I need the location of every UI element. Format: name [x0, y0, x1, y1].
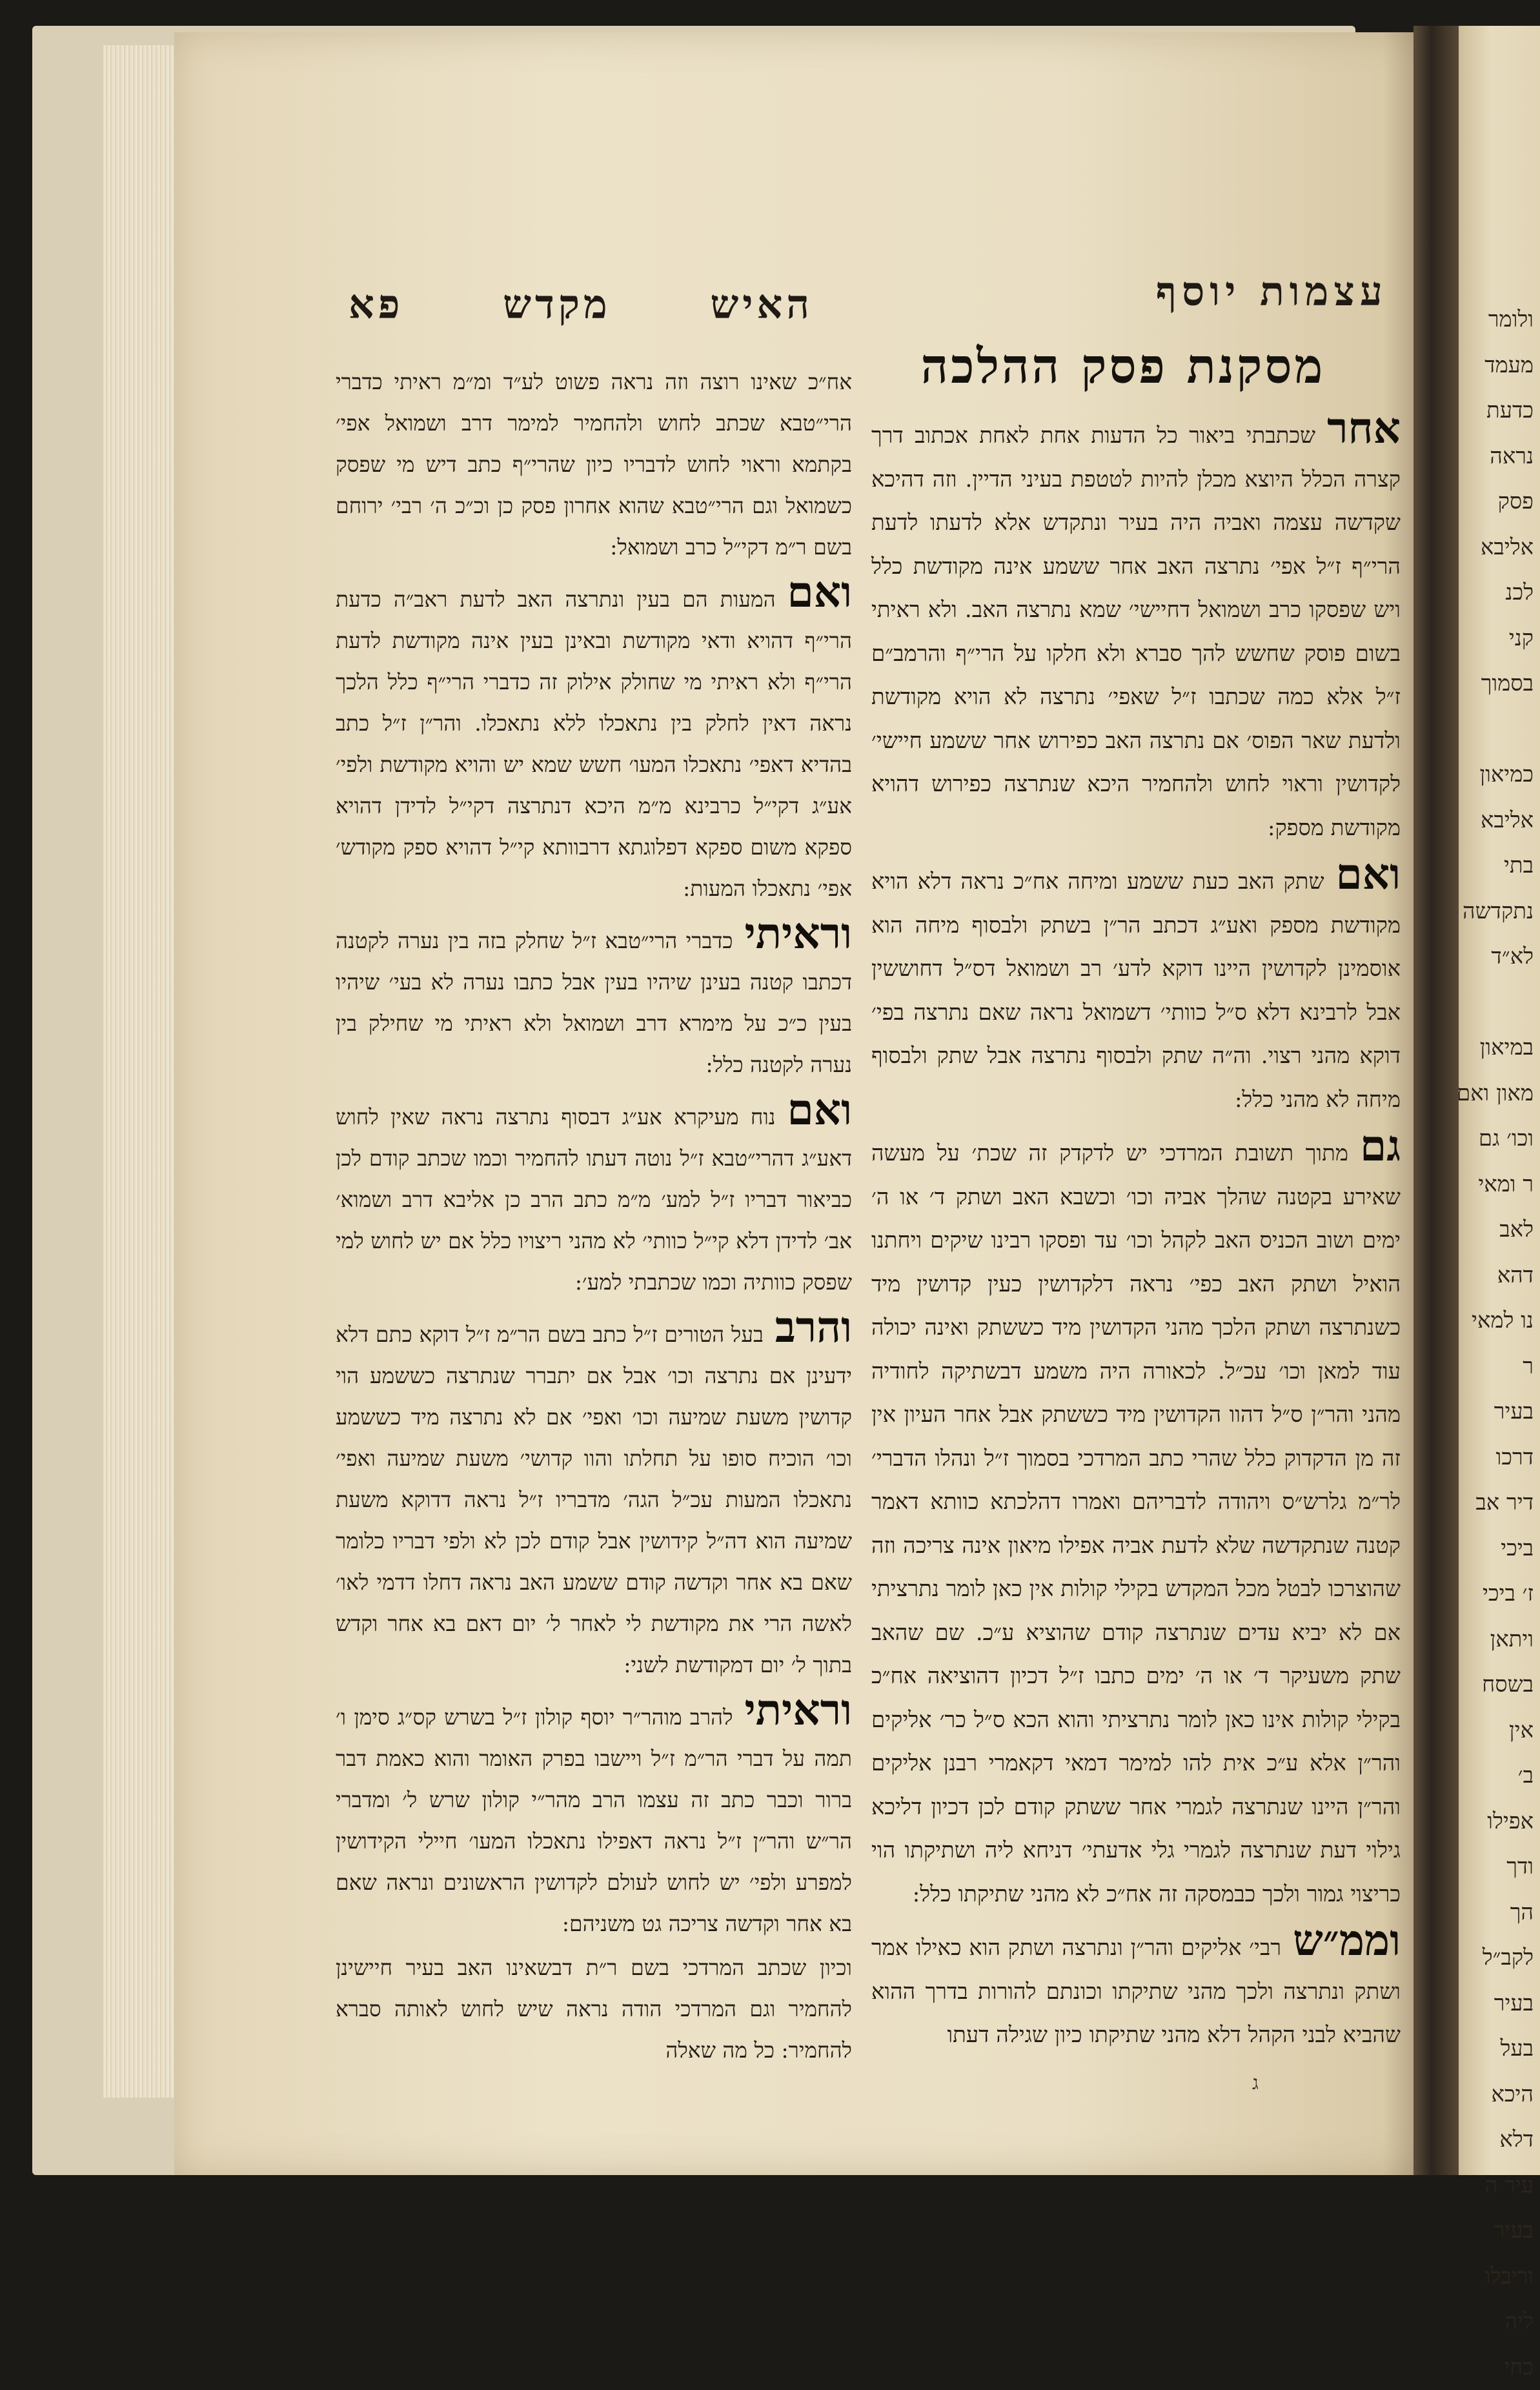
next-page-line: בתי [1459, 843, 1534, 889]
next-page-line: אליבא [1459, 798, 1534, 844]
paragraph-text: שתק האב כעת ששמע ומיחה אח״כ נראה דלא הויא מקודשת מספק ואע״ג דכתב הר״ן בשתק ולבסוף מיחה הוא אוסמינן לקדושין היינו דוקא לדע׳ רב ושמואל דס״ל דחוששין אבל לרבינא דלא ס״ל כוותי׳ דשמואל נראה שאם נתרצה בפי׳ דוקא מהני רצוי. וה״ה שתק ולבסוף נתרצה אבל שתק ולבסוף מיחה לא מהני כלל: [871, 869, 1401, 1113]
next-page-text [1459, 26, 1540, 2390]
paragraph-lead-word: ואם [1324, 849, 1401, 899]
next-page-line: כמיאון [1459, 752, 1534, 798]
signature-mark: ג [1252, 2072, 1259, 2094]
paragraph [336, 1688, 852, 1945]
paragraph [336, 361, 852, 568]
paragraph-text: להרב מוהר״ר יוסף קולון ז״ל בשרש קס״ג סימן ו׳ תמה על דברי הר״מ ז״ל ויישבו בפרק האומר והוא כאמת דבר ברור וכבר כתב זה עצמו הרב מהר״י קולון שרש ל׳ ומדברי הר״ש והר״ן ז״ל נראה דאפילו נתאכלו המעו׳ חיילי הקידושין למפרע ולפי׳ יש לחוש לעולם לקדושין הראשונים ונראה שאם בא אחר וקדשה צריכה גט משניהם: [336, 1705, 852, 1936]
next-page-line [1459, 980, 1534, 1026]
paragraph-lead-word: ואם [776, 567, 852, 617]
paragraph-text: שכתבתי ביאור כל הדעות אחת לאחת אכתוב דרך קצרה הכלל היוצא מכלן להיות לטטפת בעיני הדיין. וזה דהיכא שקדשה עצמה ואביה היה בעיר ונתקדש אלא לדעתו לדעת הרי״ף ז״ל אפי׳ נתרצה האב אחר ששמע אינה מקודשת כלל ויש שפסקו כרב ושמואל דחיישי׳ שמא נתרצה האב. ולא ראיתי בשום פוסק שחשש להך סברא ולא חלקו על הרי״ף והרמב״ם ז״ל אלא כמה שכתבו ז״ל שאפי׳ נתרצה לא הויא מקודשת ולדעת שאר הפוס׳ אם נתרצה האב כפירוש אחר ששמע חיישי׳ לקדושין וראוי לחוש ולהחמיר היכא שנתרצה כפירוש דהויא מקודשת מספק: [871, 423, 1401, 841]
paragraph-lead-word: וממ״ש [1281, 1915, 1401, 1965]
next-page-line: וריבלו [1459, 2254, 1534, 2300]
next-page-line: דלא [1459, 2117, 1534, 2163]
next-page-line: וכו׳ גם [1459, 1116, 1534, 1162]
next-page-line: לכנ [1459, 570, 1534, 616]
page-edges [103, 45, 176, 2098]
next-page-line: פסק [1459, 479, 1534, 525]
next-page-line: לאב [1459, 1207, 1534, 1253]
right-text-column [871, 407, 1401, 2058]
paragraph [336, 1306, 852, 1686]
next-page-line: אין [1459, 1708, 1534, 1754]
next-page-line: נתקדשה [1459, 889, 1534, 935]
running-title-right: עצמות יוסף [1052, 268, 1388, 316]
next-page-line: ליה [1459, 2299, 1534, 2345]
next-page-line: בעיר [1459, 1981, 1534, 2027]
next-page-line: היכא [1459, 2072, 1534, 2118]
next-page-line: נו למאי [1459, 1298, 1534, 1344]
paragraph-lead-word: וראיתי [733, 1685, 852, 1735]
paragraph-lead-word: והרב [764, 1302, 852, 1352]
next-page-line: ויתאן [1459, 1617, 1534, 1663]
next-page-line: ביכי [1459, 1526, 1534, 1572]
next-page-line: ב׳ [1459, 1753, 1534, 1799]
next-page-line: אליבא [1459, 525, 1534, 571]
next-page-line: דהא [1459, 1253, 1534, 1299]
next-page-line: בעיר [1459, 2208, 1534, 2254]
next-page-line: בסמוך [1459, 661, 1534, 707]
next-page-line: ז׳ ביכי [1459, 1571, 1534, 1617]
next-page-line: במיאון [1459, 1025, 1534, 1071]
paragraph-text: המעות הם בעין ונתרצה האב לדעת ראב״ה כדעת הרי״ף דהויא ודאי מקודשת ובאינן בעין אינה מקודשת לדעת הרי״ף ולא ראיתי מי שחולק אילוק זה כדברי הרי״ף כלל הלכך נראה דאין לחלק בין נתאכלו ללא נתאכלו. והר״ן ז״ל כתב בהדיא דאפי׳ נתאכלו המעו׳ חשש שמא יש והויא מקודשת ולפי׳ אע״ג דקי״ל כרבינא מ״מ היכא דנתרצה דקי״ל לדידן דהויא ספקא משום ספקא דפלוגתא דרבוותא קי״ל דהויא ספק מקודש׳ אפי׳ נתאכלו המעות: [336, 587, 852, 901]
paragraph-text: בעל הטורים ז״ל כתב בשם הר״מ ז״ל דוקא כתם דלא ידעינן אם נתרצה וכו׳ אבל אם יתברר שנתרצה כששמע הוי קדושין משעת שמיעה וכו׳ ואפי׳ אם לא נתרצה מיד כששמע וכו׳ הוכיח סופו על תחלתו והוו קדושי׳ משעת שמיעה ואפי׳ נתאכלו המעות עכ״ל הגה׳ מדבריו ז״ל נראה דדוקא משעת שמיעה הוא דה״ל קידושין אבל קודם לכן לא ולפי דבריו כלומר שאם בא אחר וקדשה קודם ששמע האב נראה דחלו דדמי לאו׳ לאשה הרי את מקודשת לי לאחר ל׳ יום דאם בא אחר וקדש בתוך ל׳ יום דמקודשת לשני: [336, 1322, 852, 1677]
paragraph-lead-word: גם [1348, 1120, 1401, 1171]
next-page-line: לא״ד [1459, 934, 1534, 980]
paragraph [336, 1088, 852, 1303]
paragraph [871, 407, 1401, 850]
next-page-line: קני [1459, 616, 1534, 662]
next-page-line: עיר ה [1459, 2163, 1534, 2209]
paragraph [871, 853, 1401, 1122]
next-page-line: מאון ואם [1459, 1071, 1534, 1117]
section-title: מסקנת פסק ההלכה [878, 339, 1368, 395]
paragraph [871, 1919, 1401, 2058]
next-page-line: לקב״ל [1459, 1935, 1534, 1981]
paragraph-lead-word: אחר [1315, 403, 1401, 453]
paragraph [871, 1124, 1401, 1916]
paragraph-lead-word: וראיתי [733, 908, 852, 958]
paragraph [336, 571, 852, 909]
next-page-line: בעיר [1459, 1389, 1534, 1435]
next-page-line: דיר אב [1459, 1480, 1534, 1526]
paragraph [336, 912, 852, 1086]
paragraph-text: אח״כ שאינו רוצה וזה נראה פשוט לע״ד ומ״מ ראיתי כדברי הרי״טבא שכתב לחוש ולהחמיר למימר דרב ושמואל אפי׳ בקתמא וראוי לחוש לדבריו כיון שהרי״ף כתב דיש מי שפסק כשמואל וגם הרי״טבא שהוא אחרון פסק כן וכ״כ ה׳ רבי׳ ירוחם בשם ר״מ דקי״ל כרב ושמואל: [336, 369, 852, 560]
next-page-line: נראה [1459, 434, 1534, 480]
next-page-fragment [1459, 26, 1540, 2175]
paragraph-text: מתוך תשובת המרדכי יש לדקדק זה שכת׳ על מעשה שאירע בקטנה שהלך אביה וכו׳ וכשבא האב ושתק ד׳ או ה׳ ימים ושוב הכניס האב לקהל וכו׳ עד ופסקו רבינו שיקים ויחתנו הואיל ושתק האב כפי׳ נראה דלקדושין כעין קדושין מיד כשנתרצה ושתק הלכך מהני הקדושין מיד כששתק ואינה יכולה עוד למאן וכו׳ עכ״ל. לכאורה היה משמע דבשתיקה לחודיה מהני והר״ן ס״ל דהוו הקדושין מיד כששתק אבל אחר העיון אין זה מן הדקדוק כלל שהרי כתב המרדכי בסמוך ז״ל ונהלו הדברי׳ לר״מ גלרש״ס ויהודה לדבריהם ואמרו דהלכתא כוותא דאמר קטנה שנתקדשה שלא לדעת אביה אפילו מיאון אינה צריכה וזה שהוצרכו לבטל מכל המקדש בקילי קולות אין כאן לומר נתרציתי אם לא יביא עדים שנתרצה קודם שהוציא ע״כ. שם שהאב שתק משעיקר ד׳ או ה׳ ימים כתבו ז״ל דכיון דהוציאה אח״כ בקילי קולות אינו כאן לומר נתרציתי והוא הכא ס״ל כר׳ אליקים והר״ן אלא ע״כ אית להו למימר דמאי דקאמרי רבנן אליקים והר״ן היינו שנתרצה לגמרי אחר ששתק קודם לכן דכיון דליכא גילוי דעת שנתרצה לגמרי גלי אדעתי׳ דניחא ליה ושתיקתו הוי כריצוי גמור ולכך כבמסקה זה אח״כ לא מהני שתיקתו כלל: [871, 1140, 1401, 1907]
paragraph-lead-word: ואם [776, 1084, 852, 1135]
next-page-line: הך [1459, 1890, 1534, 1936]
running-title-left: האיש מקדש פא [349, 281, 813, 329]
next-page-line: ודך [1459, 1844, 1534, 1890]
paragraph [336, 1947, 852, 2071]
left-text-column [336, 361, 852, 2071]
next-page-line: מעמד [1459, 343, 1534, 389]
book-gutter [1413, 26, 1459, 2175]
paragraph-text: רבי׳ אליקים והר״ן ונתרצה ושתק הוא כאילו אמר ושתק ונתרצה ולכך מהני שתיקתו וכונתם להורות בדרך ההוא שהביא לבני הקהל דלא מהני שתיקתו כיון שגילה דעתו [871, 1935, 1401, 2048]
paragraph-text: כדברי הרי״טבא ז״ל שחלק בזה בין נערה לקטנה דכתבו קטנה בעינן שיהיו בעין אבל כתבו נערה לא בעי׳ שיהיו בעין כ״כ על מימרא דרב ושמואל ולא ראיתי מי שחילק בין נערה לקטנה כלל: [336, 928, 852, 1077]
next-page-line: כחי [1459, 2345, 1534, 2390]
paragraph-text: נוח מעיקרא אע״ג דבסוף נתרצה נראה שאין לחוש דאע״ג דהרי״טבא ז״ל נוטה דעתו להחמיר וכמו שכתב קודם לכן כביאור דבריו ז״ל למע׳ מ״מ כתב הרב כן אליבא דרב ושמוא׳ אב׳ לדידן דלא קי״ל כוותי׳ לא מהני ריצויו כלל אם יש לחוש למי שפסק כוותיה וכמו שכתבתי למע׳: [336, 1104, 852, 1295]
next-page-line: ר ומאי [1459, 1162, 1534, 1208]
next-page-line: בעל [1459, 2026, 1534, 2072]
next-page-line: ר [1459, 1344, 1534, 1390]
next-page-line: דרכו [1459, 1435, 1534, 1481]
next-page-line [1459, 707, 1534, 753]
next-page-line: בשסח [1459, 1662, 1534, 1708]
next-page-line: אפילו [1459, 1799, 1534, 1845]
next-page-line: כדעת [1459, 388, 1534, 434]
paragraph-text: וכיון שכתב המרדכי בשם ר״ת דבשאינו האב בעיר חיישינן להחמיר וגם המרדכי הודה נראה שיש לחוש לאותה סברא להחמיר: כל מה שאלה [336, 1955, 852, 2063]
page-header [336, 255, 1394, 345]
next-page-line: ולומר [1459, 297, 1534, 343]
